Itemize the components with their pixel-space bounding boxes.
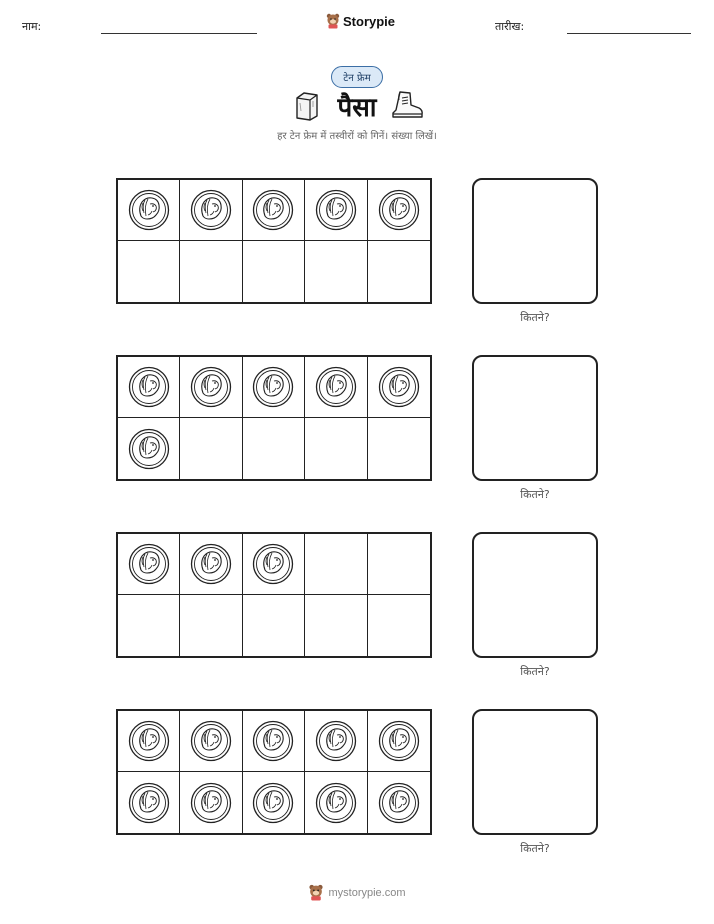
ten-frame-cell xyxy=(243,418,305,479)
how-many-label: कितने? xyxy=(520,665,550,678)
ten-frame-cell xyxy=(368,534,430,595)
answer-box[interactable] xyxy=(472,709,598,835)
lion-coin-icon xyxy=(190,543,232,585)
bear-mascot-icon xyxy=(326,13,340,29)
ten-frame-cell xyxy=(180,595,242,656)
ten-frame-cell xyxy=(243,357,305,418)
ten-frame-cell xyxy=(180,357,242,418)
how-many-label: कितने? xyxy=(520,488,550,501)
ten-frame-cell xyxy=(180,711,242,772)
how-many-label: कितने? xyxy=(520,311,550,324)
lion-coin-icon xyxy=(128,428,170,470)
ten-frame xyxy=(116,355,432,481)
ten-frame-cell xyxy=(368,595,430,656)
lion-coin-icon xyxy=(315,720,357,762)
date-line[interactable] xyxy=(567,33,691,34)
lion-coin-icon xyxy=(128,543,170,585)
lion-coin-icon xyxy=(190,189,232,231)
ten-frame-cell xyxy=(243,180,305,241)
ten-frame-cell xyxy=(118,180,180,241)
ten-frame-cell xyxy=(243,241,305,302)
lion-coin-icon xyxy=(252,189,294,231)
ten-frame-cell xyxy=(118,357,180,418)
lion-coin-icon xyxy=(128,189,170,231)
ten-frame-cell xyxy=(305,534,367,595)
ten-frame-cell xyxy=(118,418,180,479)
name-line[interactable] xyxy=(101,33,257,34)
lion-coin-icon xyxy=(128,720,170,762)
answer-box[interactable] xyxy=(472,178,598,304)
lion-coin-icon xyxy=(315,366,357,408)
lion-coin-icon xyxy=(190,720,232,762)
ten-frame-cell xyxy=(243,595,305,656)
ten-frame-cell xyxy=(368,418,430,479)
ten-frame xyxy=(116,178,432,304)
lion-coin-icon xyxy=(252,366,294,408)
ten-frame-cell xyxy=(368,357,430,418)
lion-coin-icon xyxy=(252,782,294,824)
ten-frame-cell xyxy=(180,418,242,479)
boot-icon xyxy=(390,90,424,120)
ten-frame-cell xyxy=(180,180,242,241)
lion-coin-icon xyxy=(315,189,357,231)
ten-frame-cell xyxy=(118,772,180,833)
worksheet-title: पैसा xyxy=(337,93,377,123)
ten-frame-cell xyxy=(180,241,242,302)
ten-frame-cell xyxy=(368,711,430,772)
lion-coin-icon xyxy=(378,189,420,231)
ten-frame-cell xyxy=(305,772,367,833)
name-label: नाम: xyxy=(22,20,42,33)
ten-frame-cell xyxy=(243,772,305,833)
ten-frame-cell xyxy=(118,711,180,772)
ten-frame-cell xyxy=(305,241,367,302)
ten-frame-cell xyxy=(305,180,367,241)
answer-box[interactable] xyxy=(472,355,598,481)
ten-frame-cell xyxy=(368,180,430,241)
ten-frame-cell xyxy=(243,711,305,772)
lion-coin-icon xyxy=(252,720,294,762)
lion-coin-icon xyxy=(315,782,357,824)
ten-frame-cell xyxy=(180,534,242,595)
ten-frame-cell xyxy=(118,241,180,302)
ten-frame-cell xyxy=(305,711,367,772)
ten-frame-cell xyxy=(118,534,180,595)
how-many-label: कितने? xyxy=(520,842,550,855)
storypie-logo xyxy=(326,13,395,29)
ten-frame xyxy=(116,532,432,658)
instructions: हर टेन फ्रेम में तस्वीरों को गिनें। संख्या लिखें। xyxy=(277,131,437,142)
lion-coin-icon xyxy=(190,366,232,408)
ten-frame-cell xyxy=(180,772,242,833)
bear-mascot-icon xyxy=(308,884,324,901)
lion-coin-icon xyxy=(128,366,170,408)
ten-frame xyxy=(116,709,432,835)
brand-name: Storypie xyxy=(343,13,396,29)
lion-coin-icon xyxy=(378,366,420,408)
ten-frame-cell xyxy=(118,595,180,656)
ten-frame-cell xyxy=(368,241,430,302)
ten-frame-cell xyxy=(243,534,305,595)
lion-coin-icon xyxy=(190,782,232,824)
lion-coin-icon xyxy=(252,543,294,585)
ten-frame-cell xyxy=(305,357,367,418)
topic-badge: टेन फ्रेम xyxy=(331,66,383,88)
footer xyxy=(0,884,714,901)
answer-box[interactable] xyxy=(472,532,598,658)
lion-coin-icon xyxy=(378,782,420,824)
date-label: तारीख: xyxy=(495,20,525,33)
lion-coin-icon xyxy=(378,720,420,762)
ten-frame-cell xyxy=(305,418,367,479)
ten-frame-cell xyxy=(305,595,367,656)
site-url[interactable]: mystorypie.com xyxy=(328,886,406,899)
lion-coin-icon xyxy=(128,782,170,824)
ten-frame-cell xyxy=(368,772,430,833)
